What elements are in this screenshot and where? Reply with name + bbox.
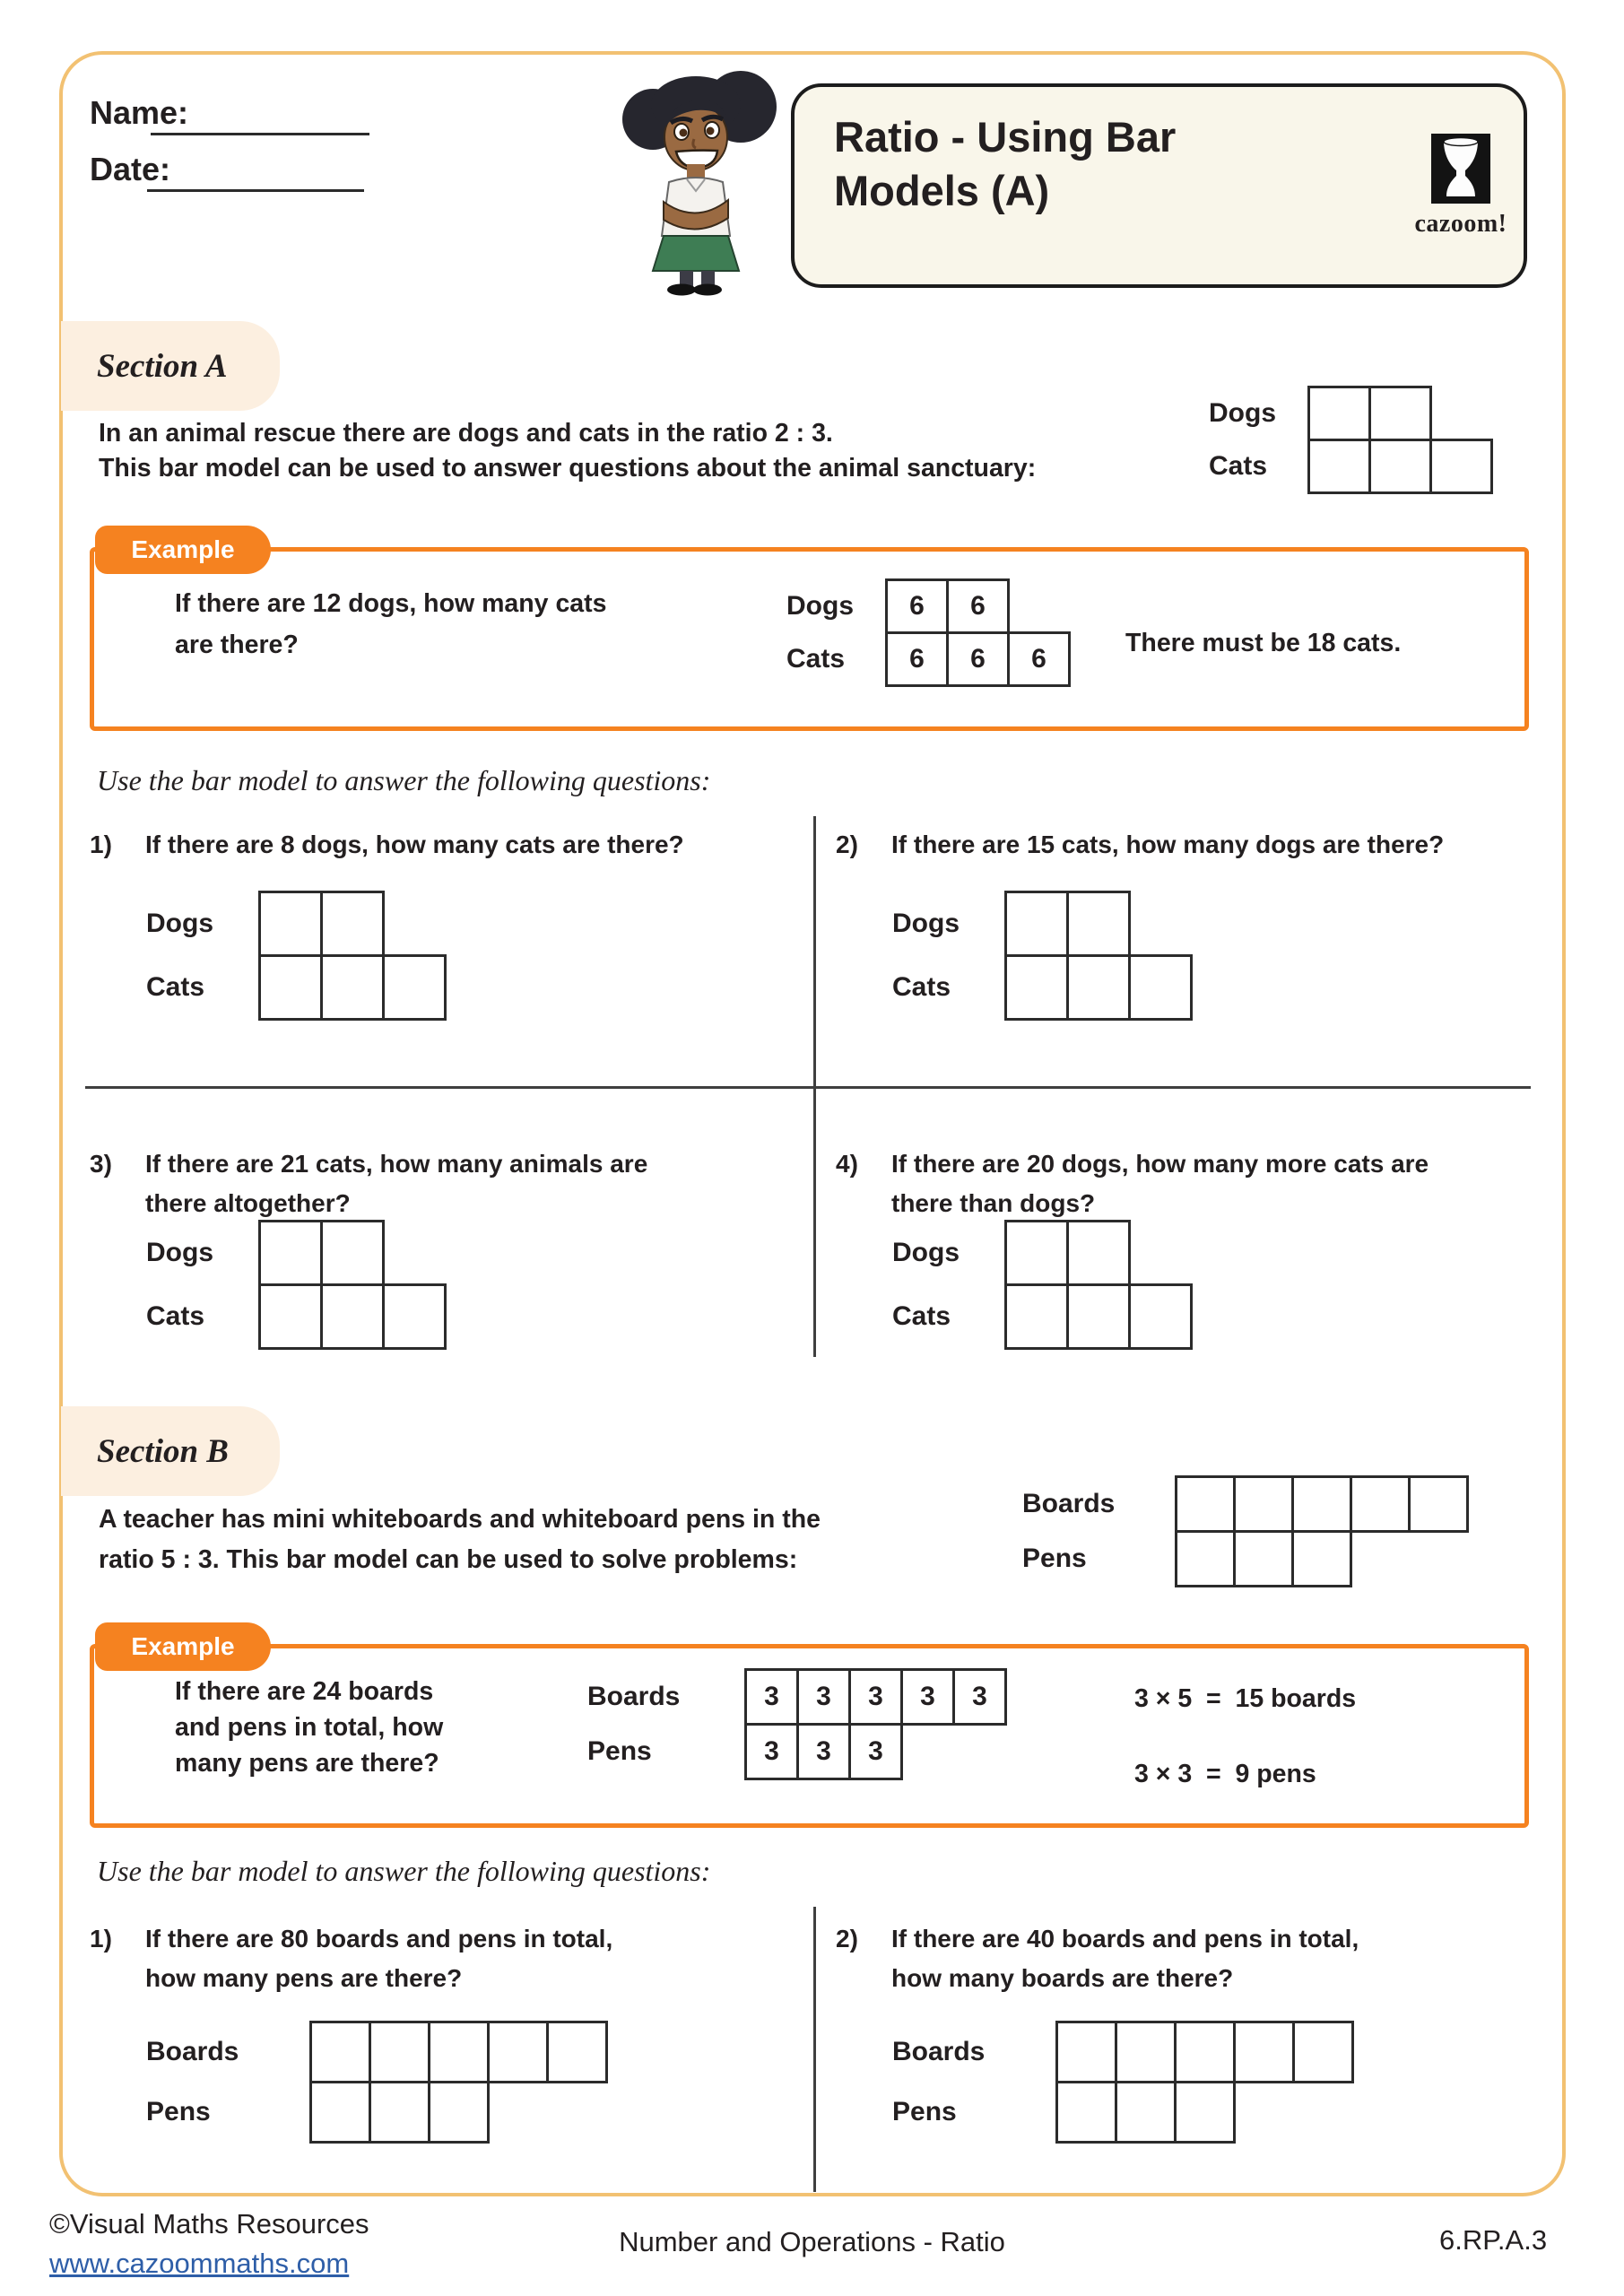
bar-model-cell <box>1066 891 1131 957</box>
bar-model-row-label: Pens <box>1022 1544 1087 1573</box>
bar-model-row-label: Cats <box>1209 451 1268 481</box>
section-a-intro: In an animal rescue there are dogs and cats in the ratio 2 : 3. This bar model can be used to answer questions about the animal sanctuary: <box>99 419 1037 483</box>
bar-model-cell <box>1174 2021 1236 2083</box>
name-label: Name: <box>90 94 189 131</box>
section-a-instruction: Use the bar model to answer the following questions: <box>97 764 711 796</box>
bar-model-cell <box>1004 954 1069 1021</box>
bar-model-cell <box>382 954 447 1021</box>
bar-model-cell <box>1115 2021 1177 2083</box>
girl-character-illustration <box>617 49 783 300</box>
bar-model-cell <box>1291 1530 1352 1587</box>
bar-model-row-label: Dogs <box>1209 398 1276 428</box>
bar-model-cell <box>1004 891 1069 957</box>
bar-model-cell <box>428 2081 490 2144</box>
bar-model-cell <box>1350 1475 1411 1533</box>
bar-model-cell <box>258 1220 323 1286</box>
bar-model-cell: 3 <box>744 1668 799 1726</box>
question-a2: 2) If there are 15 cats, how many dogs are there? <box>836 825 1553 865</box>
bar-model-cell <box>258 954 323 1021</box>
bar-model-cell: 6 <box>946 631 1010 687</box>
question-a3-bar-model <box>146 1220 447 1350</box>
question-a1: 1) If there are 8 dogs, how many cats are there? <box>90 825 807 865</box>
bar-model-cell: 3 <box>796 1668 851 1726</box>
section-b-heading: Section B <box>97 1432 229 1470</box>
bar-model-cell <box>1291 1475 1352 1533</box>
bar-model-cell <box>1233 1475 1294 1533</box>
bar-model-cell <box>1128 954 1193 1021</box>
bar-model-cell <box>1368 386 1432 441</box>
footer-website-link[interactable]: www.cazoommaths.com <box>49 2248 350 2279</box>
bar-model-cell <box>1066 954 1131 1021</box>
name-field-line <box>151 133 369 135</box>
example-a-bar-model <box>786 578 1071 687</box>
section-a-intro-bar-model <box>1209 386 1493 494</box>
bar-model-row-label: Pens <box>587 1736 652 1766</box>
bar-model-row-label: Dogs <box>892 1238 960 1267</box>
example-a-box <box>90 547 1529 731</box>
example-b-question: If there are 24 boards and pens in total, how many pens are there? <box>175 1677 444 1778</box>
question-b1-bar-model <box>146 2021 608 2144</box>
bar-model-cell <box>320 1220 385 1286</box>
question-b1-number: 1) <box>90 1925 112 1952</box>
bar-model-row-label: Boards <box>587 1682 681 1711</box>
cazoom-goblet-icon <box>1431 134 1490 204</box>
title-box <box>791 83 1527 288</box>
bar-model-cell <box>320 891 385 957</box>
bar-model-cell <box>369 2081 430 2144</box>
bar-model-cell <box>1055 2081 1117 2144</box>
bar-model-cell <box>1307 439 1371 494</box>
bar-model-row-label: Cats <box>892 972 951 1002</box>
question-a4-number: 4) <box>836 1150 858 1178</box>
bar-model-cell <box>1175 1530 1236 1587</box>
section-b-intro: A teacher has mini whiteboards and whiteboard pens in the ratio 5 : 3. This bar model can be used to solve problems: <box>99 1505 821 1574</box>
bar-model-cell <box>258 891 323 957</box>
bar-model-row-label: Dogs <box>146 909 213 938</box>
footer-topic: Number and Operations - Ratio <box>619 2226 1005 2257</box>
section-b-heading-pill <box>61 1406 280 1496</box>
question-a2-bar-model <box>892 891 1193 1021</box>
bar-model-cell <box>1233 2021 1295 2083</box>
bar-model-row-label: Cats <box>892 1301 951 1331</box>
date-field-line <box>147 189 364 192</box>
bar-model-cell <box>1066 1220 1131 1286</box>
bar-model-cell <box>309 2081 371 2144</box>
bar-model-row-label: Boards <box>146 2037 239 2066</box>
bar-model-cell <box>320 954 385 1021</box>
section-a-heading-pill <box>61 321 280 411</box>
example-b-equation-1: 3 × 5 = 15 boards <box>1134 1684 1357 1713</box>
question-b2-bar-model <box>892 2021 1354 2144</box>
bar-model-row-label: Cats <box>146 972 205 1002</box>
bar-model-cell <box>1004 1220 1069 1286</box>
question-a3-number: 3) <box>90 1150 112 1178</box>
bar-model-row-label: Cats <box>786 644 846 674</box>
question-a3: 3) If there are 21 cats, how many animals are there altogether? <box>90 1144 807 1223</box>
bar-model-cell: 3 <box>796 1723 851 1780</box>
footer-standard-code: 6.RP.A.3 <box>1439 2224 1548 2256</box>
bar-model-cell <box>1175 1475 1236 1533</box>
example-a-question: If there are 12 dogs, how many cats are there? <box>175 589 607 659</box>
bar-model-row-label: Pens <box>892 2097 957 2126</box>
bar-model-row-label: Dogs <box>146 1238 213 1267</box>
bar-model-cell: 3 <box>952 1668 1007 1726</box>
section-a-row-divider <box>85 1086 1531 1089</box>
bar-model-cell <box>1368 439 1432 494</box>
bar-model-cell <box>320 1283 385 1350</box>
bar-model-cell <box>1128 1283 1193 1350</box>
bar-model-cell <box>1307 386 1371 441</box>
bar-model-cell: 6 <box>1007 631 1071 687</box>
bar-model-cell <box>1408 1475 1469 1533</box>
bar-model-row-label: Boards <box>1022 1489 1116 1518</box>
bar-model-row-label: Dogs <box>786 591 854 621</box>
bar-model-cell: 3 <box>744 1723 799 1780</box>
section-b-column-divider <box>813 1907 816 2192</box>
example-b-bar-model <box>587 1668 1007 1780</box>
bar-model-row-label: Dogs <box>892 909 960 938</box>
bar-model-cell: 6 <box>946 578 1010 634</box>
date-label: Date: <box>90 151 171 187</box>
question-a4: 4) If there are 20 dogs, how many more cats are there than dogs? <box>836 1144 1553 1223</box>
example-b-box <box>90 1644 1529 1828</box>
example-a-tab: Example <box>95 526 271 574</box>
section-a-heading: Section A <box>97 347 228 385</box>
bar-model-cell <box>1004 1283 1069 1350</box>
bar-model-row-label: Boards <box>892 2037 986 2066</box>
cazoom-logo-text: cazoom! <box>1414 210 1507 238</box>
section-b-instruction: Use the bar model to answer the following questions: <box>97 1855 711 1887</box>
bar-model-cell <box>1233 1530 1294 1587</box>
bar-model-row-label: Cats <box>146 1301 205 1331</box>
bar-model-cell <box>1429 439 1493 494</box>
section-b-intro-bar-model <box>1022 1475 1469 1587</box>
question-b2: 2) If there are 40 boards and pens in total, how many boards are there? <box>836 1919 1553 1998</box>
bar-model-cell <box>487 2021 549 2083</box>
bar-model-cell <box>546 2021 608 2083</box>
bar-model-cell <box>258 1283 323 1350</box>
bar-model-cell: 3 <box>848 1668 903 1726</box>
question-b2-number: 2) <box>836 1925 858 1952</box>
question-b1: 1) If there are 80 boards and pens in total, how many pens are there? <box>90 1919 807 1998</box>
question-a2-number: 2) <box>836 831 858 858</box>
footer-copyright: ©Visual Maths Resources <box>49 2208 369 2239</box>
cazoom-logo <box>1411 134 1510 239</box>
question-a1-number: 1) <box>90 831 112 858</box>
example-b-tab: Example <box>95 1622 271 1671</box>
bar-model-cell <box>382 1283 447 1350</box>
bar-model-cell <box>1115 2081 1177 2144</box>
example-a-answer: There must be 18 cats. <box>1125 629 1402 657</box>
bar-model-row-label: Pens <box>146 2097 211 2126</box>
bar-model-cell: 3 <box>848 1723 903 1780</box>
bar-model-cell: 3 <box>900 1668 955 1726</box>
bar-model-cell <box>369 2021 430 2083</box>
bar-model-cell: 6 <box>885 578 949 634</box>
bar-model-cell <box>1055 2021 1117 2083</box>
question-a1-bar-model <box>146 891 447 1021</box>
bar-model-cell: 6 <box>885 631 949 687</box>
question-a4-bar-model <box>892 1220 1193 1350</box>
example-b-equation-2: 3 × 3 = 9 pens <box>1134 1760 1316 1788</box>
bar-model-cell <box>1174 2081 1236 2144</box>
bar-model-cell <box>309 2021 371 2083</box>
bar-model-cell <box>1066 1283 1131 1350</box>
worksheet-title: Ratio - Using Bar Models (A) <box>834 113 1177 214</box>
bar-model-cell <box>428 2021 490 2083</box>
bar-model-cell <box>1292 2021 1354 2083</box>
